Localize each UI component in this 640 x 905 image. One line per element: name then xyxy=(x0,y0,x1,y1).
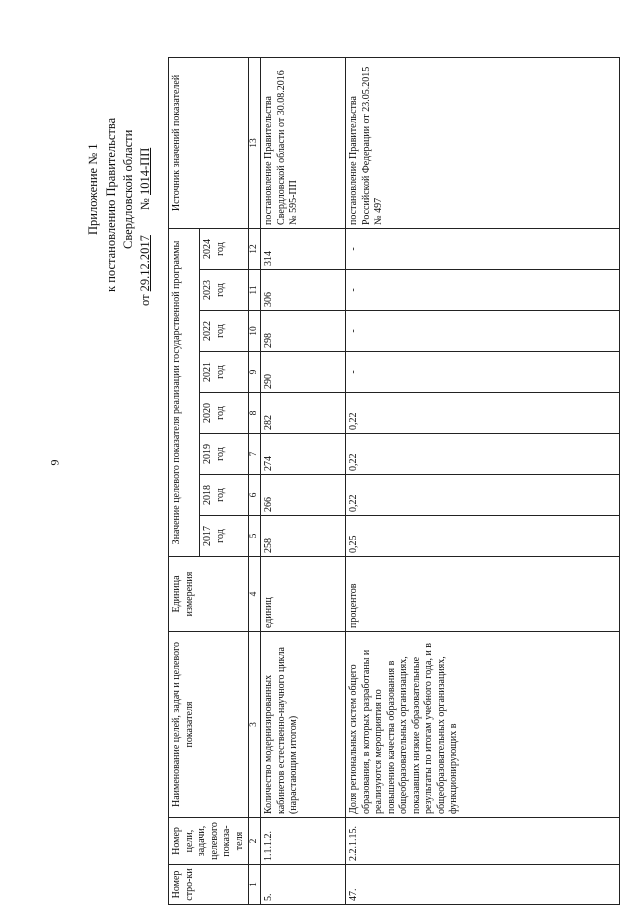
header-values-group: Значение целевого показателя реализации государственной программы xyxy=(169,228,200,556)
year-header: 2024 год xyxy=(200,228,249,269)
year-header: 2021 год xyxy=(200,352,249,393)
value-cell: - xyxy=(346,352,620,393)
value-cell: 258 xyxy=(261,516,346,557)
col-index: 7 xyxy=(249,434,261,475)
year-header: 2020 год xyxy=(200,393,249,434)
header-source: Источник значений показателей xyxy=(169,57,249,228)
value-cell: 306 xyxy=(261,270,346,311)
header-row-no: Номер стро-ки xyxy=(169,865,249,905)
year-header: 2022 год xyxy=(200,311,249,352)
goal-no-cell: 2.2.1.15. xyxy=(346,818,620,865)
number-prefix: № xyxy=(138,198,152,211)
col-index: 2 xyxy=(249,818,261,865)
page-number: 9 xyxy=(47,459,62,466)
value-cell: 0,22 xyxy=(346,393,620,434)
header-line-4 xyxy=(138,148,153,306)
col-index: 3 xyxy=(249,632,261,818)
col-index: 9 xyxy=(249,352,261,393)
indicator-table xyxy=(168,57,620,905)
header-name: Наименование целей, задач и целевого показателя xyxy=(169,632,249,818)
year-header: 2017 год xyxy=(200,516,249,557)
col-index: 4 xyxy=(249,557,261,632)
value-cell: 0,22 xyxy=(346,434,620,475)
col-index: 12 xyxy=(249,228,261,269)
value-cell: - xyxy=(346,270,620,311)
row-no-cell: 5. xyxy=(261,865,346,905)
source-cell: постановление Правительства Свердловской области от 30.08.2016 № 595-ПП xyxy=(261,57,346,228)
date-prefix: от xyxy=(138,294,152,306)
table-row xyxy=(261,57,346,904)
value-cell: - xyxy=(346,311,620,352)
year-header: 2023 год xyxy=(200,270,249,311)
table-header-row-1 xyxy=(169,57,200,904)
col-index: 1 xyxy=(249,865,261,905)
col-index: 11 xyxy=(249,270,261,311)
indicator-table-wrapper xyxy=(168,58,620,905)
name-cell: Количество модернизированных кабинетов естественно-научного цикла (нарастающим итогом) xyxy=(261,632,346,818)
value-cell: 0,25 xyxy=(346,516,620,557)
document-date: 29.12.2017 xyxy=(138,235,152,292)
col-index: 6 xyxy=(249,475,261,516)
column-index-row xyxy=(249,57,261,904)
year-header: 2019 год xyxy=(200,434,249,475)
header-line-2: к постановлению Правительства xyxy=(104,117,118,292)
header-line-3: Свердловской области xyxy=(121,129,135,249)
value-cell: 298 xyxy=(261,311,346,352)
table-row xyxy=(346,57,620,904)
header-goal-no: Номер цели, задачи, целевого показа-теля xyxy=(169,818,249,865)
source-cell: постановление Правительства Российской Федерации от 23.05.2015 № 497 xyxy=(346,57,620,228)
name-cell: Доля региональных систем общего образования, в которых разработаны и реализуются мероприятия по повышению качества образования в общеобразовательных организациях, показавших низкие образовательные результаты по итогам учебного года, и в общеобразовательных организациях, функционирующих в xyxy=(346,632,620,818)
value-cell: 274 xyxy=(261,434,346,475)
header-line-1: Приложение № 1 xyxy=(86,143,100,235)
document-number: 1014-ПП xyxy=(138,147,152,195)
value-cell: 266 xyxy=(261,475,346,516)
unit-cell: процентов xyxy=(346,557,620,632)
value-cell: 314 xyxy=(261,228,346,269)
col-index: 8 xyxy=(249,393,261,434)
col-index: 13 xyxy=(249,57,261,228)
unit-cell: единиц xyxy=(261,557,346,632)
row-no-cell: 47. xyxy=(346,865,620,905)
value-cell: - xyxy=(346,228,620,269)
value-cell: 290 xyxy=(261,352,346,393)
value-cell: 0,22 xyxy=(346,475,620,516)
header-unit: Единица измерения xyxy=(169,557,249,632)
value-cell: 282 xyxy=(261,393,346,434)
goal-no-cell: 1.1.1.2. xyxy=(261,818,346,865)
year-header: 2018 год xyxy=(200,475,249,516)
col-index: 5 xyxy=(249,516,261,557)
col-index: 10 xyxy=(249,311,261,352)
